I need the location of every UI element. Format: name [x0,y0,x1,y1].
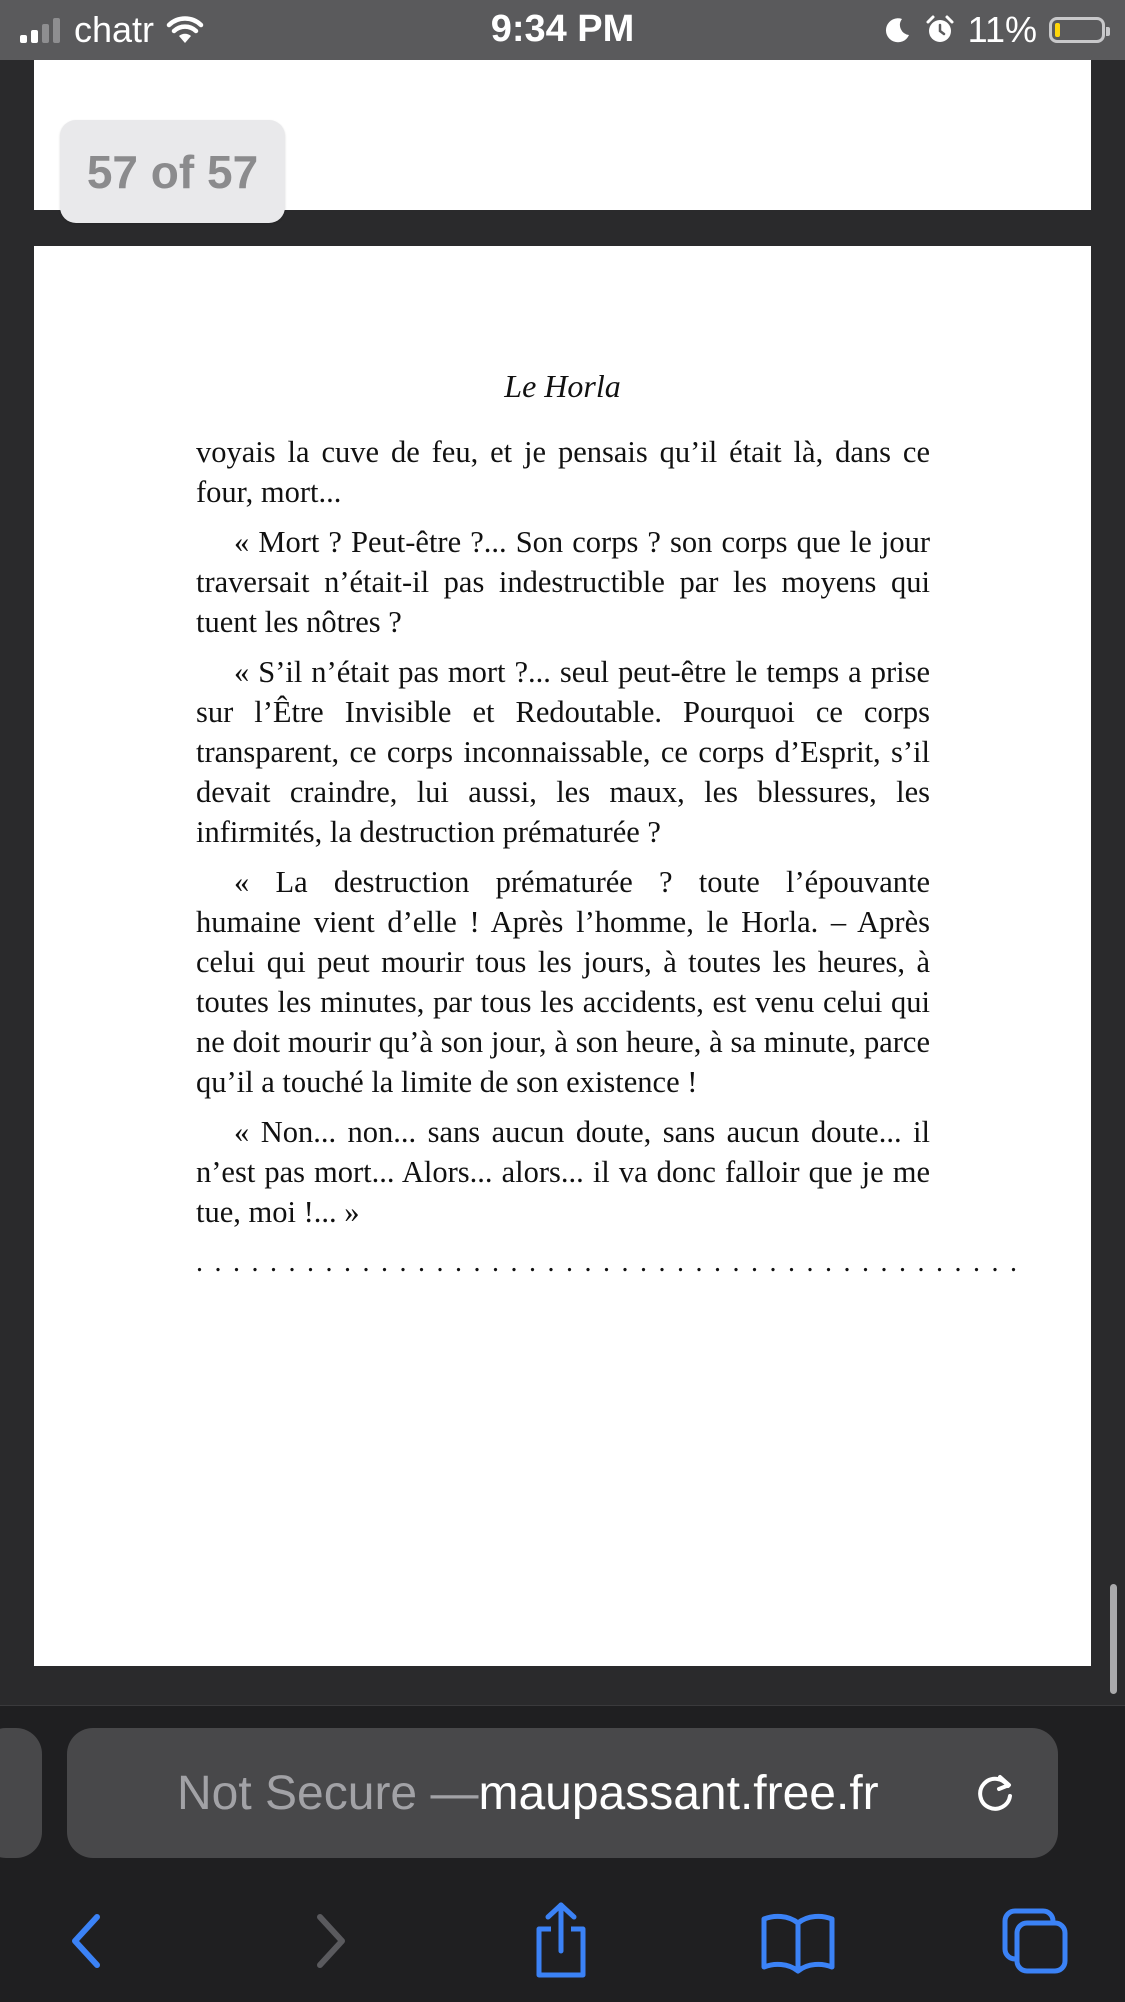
paragraph: « Non... non... sans aucun doute, sans aucun doute... il n’est pas mort... Alors... alors... il va donc falloir que je me tue, moi !... » [196,1115,930,1229]
status-right [884,10,1105,50]
share-button[interactable] [511,1886,611,1996]
scroll-indicator[interactable] [1110,1584,1117,1694]
browser-toolbar [0,1886,1125,1996]
previous-tab-preview[interactable] [0,1728,42,1858]
document-viewer[interactable] [0,60,1125,1705]
alarm-icon [924,14,956,46]
address-text[interactable] [177,1728,879,1858]
moon-icon [884,16,912,44]
status-time: 9:34 PM [490,8,635,50]
status-bar [0,0,1125,60]
back-button[interactable] [37,1886,137,1996]
domain-label: maupassant.free.fr [478,1766,879,1820]
running-head: Le Horla [504,368,621,404]
paragraph: « La destruction prématurée ? toute l’épouvante humaine vient d’elle ! Après l’homme, le Horla. – Après celui qui peut mourir tous les jours, à toutes les heures, à toutes les minutes, par tous les accidents, est venu celui qui ne doit mourir qu’à son jour, à son heure, à sa minute, parce qu’il a touché la limite de son existence ! [196,865,930,1099]
document-page [34,246,1091,1666]
battery-percent: 11% [967,9,1037,50]
bookmarks-icon [758,1909,838,1973]
page-counter: 57 of 57 [60,120,285,223]
ellipsis-line: ............................................. [196,1247,1029,1278]
security-label: Not Secure — [177,1766,479,1820]
carrier-name: chatr [74,9,155,50]
share-icon [529,1901,593,1981]
paragraph: « S’il n’était pas mort ?... seul peut-être le temps a prise sur l’Être Invisible et Redoutable. Pourquoi ce corps transparent, ce corps inconnaissable, ce corps d’Esprit, s’il devait craindre, lui aussi, les maux, les blessures, les infirmités, la destruction prématurée ? [196,655,930,849]
paragraph: « Mort ? Peut-être ?... Son corps ? son corps que le jour traversait n’était-il pas indestructible par les moyens qui tuent les nôtres ? [196,525,930,639]
address-bar[interactable] [67,1728,1058,1858]
battery-icon [1049,17,1105,43]
forward-chevron-icon [310,1911,350,1971]
paragraph: voyais la cuve de feu, et je pensais qu’il était là, dans ce four, mort... [196,435,930,509]
bookmarks-button[interactable] [748,1886,848,1996]
reload-icon[interactable] [972,1770,1018,1816]
battery-level [1055,23,1060,37]
tabs-button[interactable] [985,1886,1085,1996]
back-chevron-icon [67,1911,107,1971]
forward-button[interactable] [280,1886,380,1996]
page-body [196,432,1029,1278]
tabs-icon [999,1905,1071,1977]
browser-bar [0,1705,1125,2002]
